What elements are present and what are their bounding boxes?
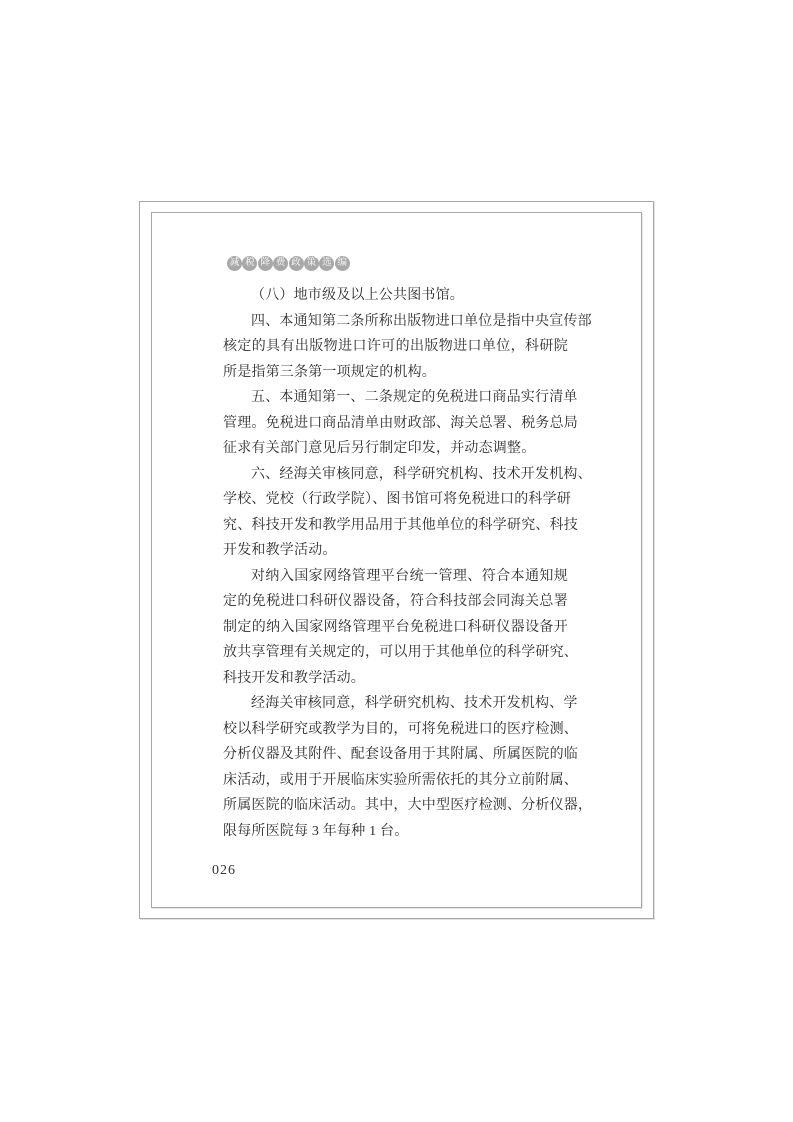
header-badge-char: 费	[273, 256, 288, 271]
text-line: 所是指第三条第一项规定的机构。	[223, 364, 436, 380]
text-line: 定的免税进口科研仪器设备，符合科技部会同海关总署	[223, 594, 568, 609]
text-line: 对纳入国家网络管理平台统一管理、符合本通知规	[251, 568, 568, 584]
text-line: 床活动，或用于开展临床实验所需依托的其分立前附属、	[223, 772, 578, 788]
header-badge-char: 策	[304, 256, 319, 271]
text-line: 五、本通知第一、二条规定的免税进口商品实行清单	[251, 390, 578, 405]
text-line: 制定的纳入国家网络管理平台免税进口科研仪器设备开	[223, 619, 568, 635]
text-line: 分析仪器及其附件、配套设备用于其附属、所属医院的临	[223, 747, 578, 762]
header-badge-char: 降	[258, 256, 273, 271]
text-line: 核定的具有出版物进口许可的出版物进口单位，科研院	[223, 339, 568, 354]
text-line: 限每所医院每 3 年每种 1 台。	[223, 823, 409, 839]
text-line: 学校、党校（行政学院）、图书馆可将免税进口的科学研	[223, 492, 571, 507]
header-badge-char: 减	[227, 256, 242, 271]
text-line: 管理。免税进口商品清单由财政部、海关总署、税务总局	[223, 415, 578, 431]
document-body	[223, 283, 593, 844]
text-line: 所属医院的临床活动。其中，大中型医疗检测、分析仪器，	[223, 798, 593, 813]
page-number: 026	[212, 863, 236, 878]
header-badge-char: 选	[319, 256, 334, 271]
text-line: 经海关审核同意，科学研究机构、技术开发机构、学	[251, 696, 578, 711]
text-line: 六、经海关审核同意，科学研究机构、技术开发机构、	[251, 466, 592, 482]
outer-border-frame	[139, 201, 654, 919]
text-line: 四、本通知第二条所称出版物进口单位是指中央宣传部	[251, 313, 592, 329]
text-line: 科技开发和教学活动。	[223, 670, 365, 686]
header-badge-char: 编	[335, 256, 350, 271]
text-line: 究、科技开发和教学用品用于其他单位的科学研究、科技	[223, 517, 578, 533]
header-badge-char: 税	[242, 256, 257, 271]
text-line: 开发和教学活动。	[223, 543, 337, 558]
inner-border-frame	[151, 212, 642, 908]
header-badge-char: 政	[289, 256, 304, 271]
text-line: 放共享管理有关规定的，可以用于其他单位的科学研究、	[223, 645, 578, 660]
text-line: （八）地市级及以上公共图书馆。	[251, 288, 464, 303]
text-line: 征求有关部门意见后另行制定印发，并动态调整。	[223, 441, 536, 456]
running-header-title	[227, 256, 350, 271]
text-line: 校以科学研究或教学为目的，可将免税进口的医疗检测、	[223, 721, 578, 737]
